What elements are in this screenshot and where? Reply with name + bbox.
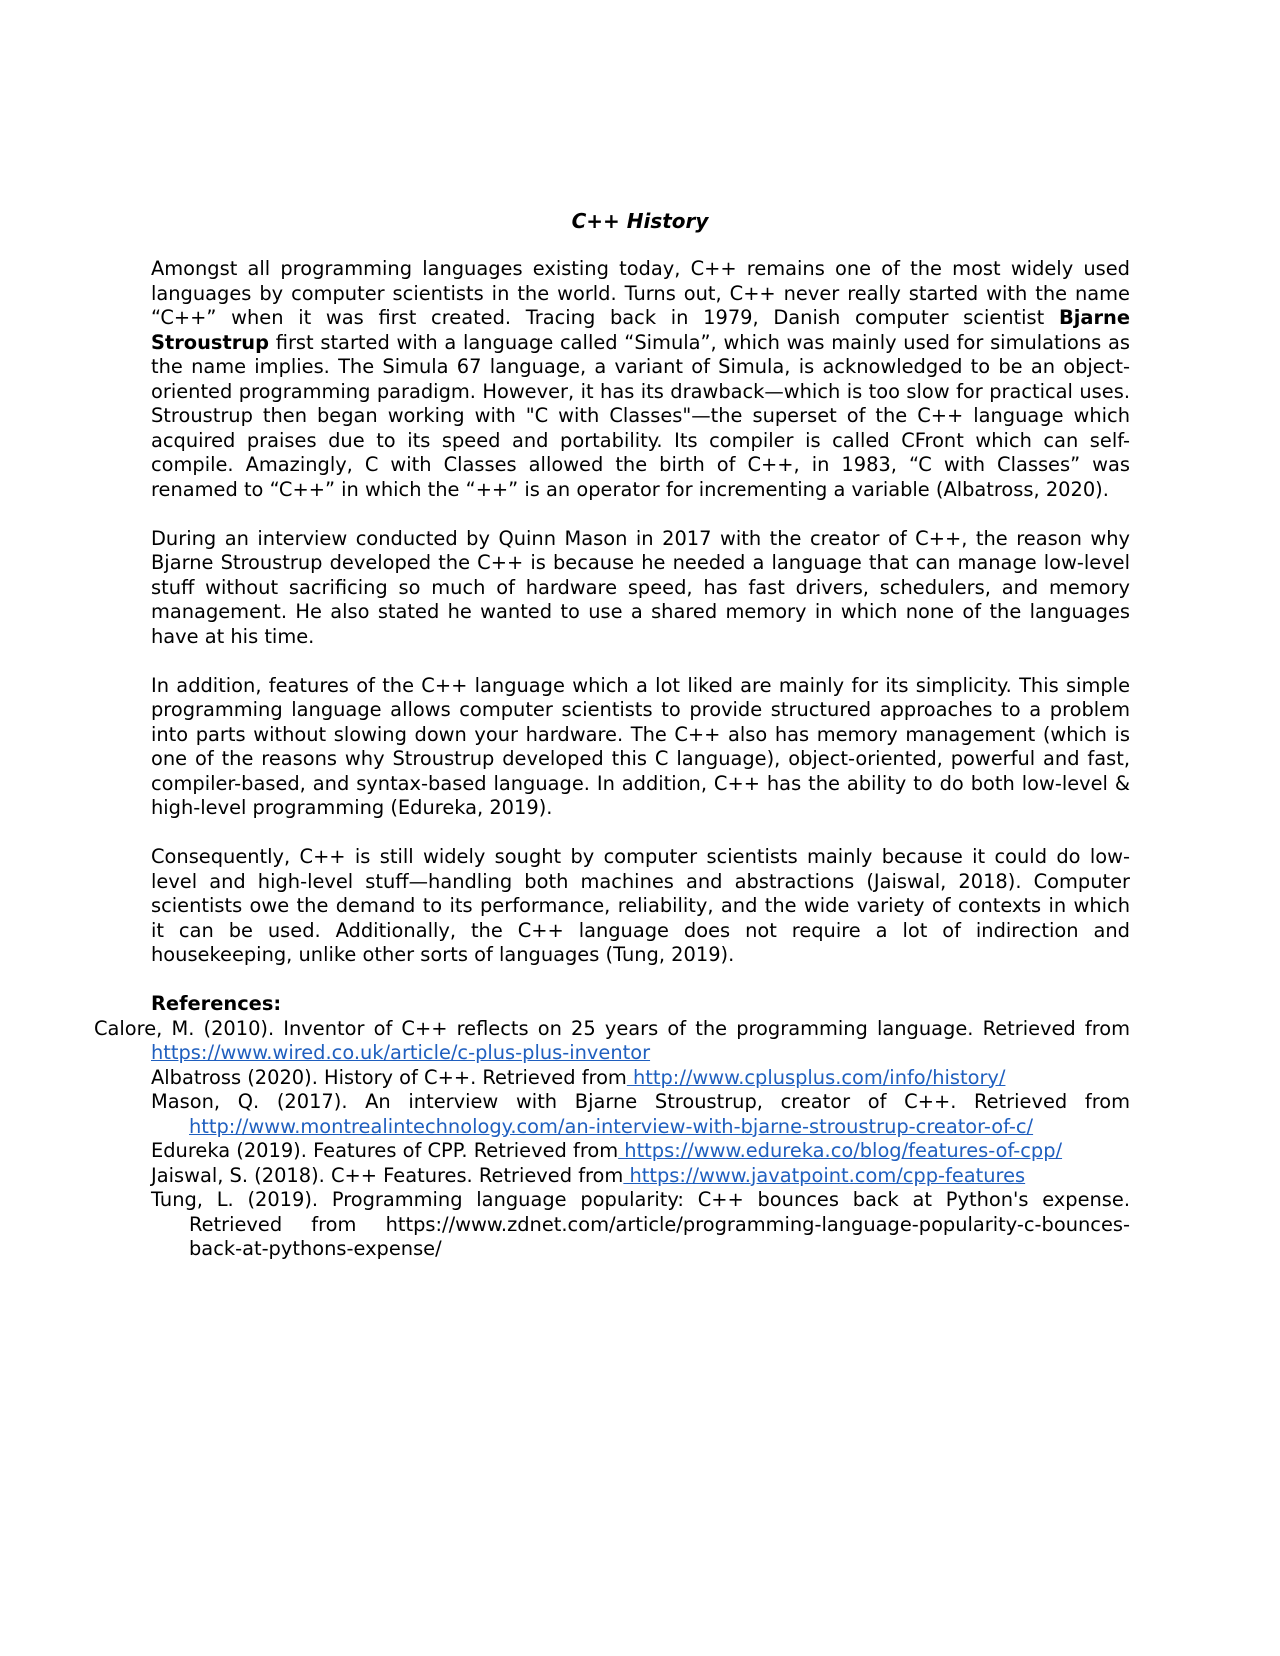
paragraph-4: Consequently, C++ is still widely sought by computer scientists mainly because it could do low-level and high-level stuff—handling both machines and abstractions (Jaiswal, 2018). Computer scientists owe the demand to its performance, reliability, and the wide variety of contexts in which it can be used. Additionally, the C++ language does not require a lot of indirection and housekeeping, unlike other sorts of languages (Tung, 2019). — [151, 845, 1130, 966]
reference-link[interactable]: https://www.edureka.co/blog/features-of-cpp/ — [618, 1139, 1063, 1162]
reference-link[interactable]: http://www.cplusplus.com/info/history/ — [626, 1065, 1006, 1089]
paragraph-1-text-a: Amongst all programming languages existing today, C++ remains one of the most widely used languages by computer scientists in the world. Turns out, C++ never really started with the name “C++” when it was first created. Tracing back in 1979, Danish computer scientist — [151, 257, 1130, 329]
paragraph-3: In addition, features of the C++ language which a lot liked are mainly for its simplicity. This simple programming language allows computer scientists to provide structured approaches to a problem into parts without slowing down your hardware. The C++ also has memory management (which is one of the reasons why Stroustrup developed this C language), object-oriented, powerful and fast, compiler-based, and syntax-based language. In addition, C++ has the ability to do both low-level & high-level programming (Edureka, 2019). — [151, 673, 1130, 819]
reference-item — [151, 1090, 1130, 1139]
reference-item — [151, 1188, 1130, 1262]
reference-link[interactable]: https://www.javatpoint.com/cpp-features — [623, 1163, 1026, 1187]
reference-text: Albatross (2020). History of C++. Retrieved from — [151, 1065, 627, 1089]
reference-text: Tung, L. (2019). Programming language popularity: C++ bounces back at Python's expense. Retrieved from https://www.zdnet.com/article/programming-language-popularity-c-bounces-back-at-pythons-expense/ — [151, 1188, 1130, 1260]
reference-text: Jaiswal, S. (2018). C++ Features. Retrieved from — [151, 1163, 624, 1187]
reference-link[interactable]: https://www.wired.co.uk/article/c-plus-plus-inventor — [151, 1041, 651, 1064]
reference-text: Edureka (2019). Features of CPP. Retrieved from — [151, 1139, 619, 1162]
reference-item — [151, 1139, 1130, 1164]
reference-text: Mason, Q. (2017). An interview with Bjarne Stroustrup, creator of C++. Retrieved from — [151, 1090, 1130, 1113]
reference-link[interactable]: http://www.montrealintechnology.com/an-interview-with-bjarne-stroustrup-creator-of-c/ — [189, 1114, 1034, 1138]
reference-text: Calore, M. (2010). Inventor of C++ reflects on 25 years of the programming language. Retrieved from — [94, 1016, 1130, 1040]
paragraph-1-bold-name: Bjarne Stroustrup — [151, 306, 1130, 354]
reference-item — [151, 1164, 1130, 1189]
page-title: C++ History — [571, 209, 709, 233]
paragraph-1-text-b: first started with a language called “Simula”, which was mainly used for simulations as the name implies. The Simula 67 language, a variant of Simula, is acknowledged to be an object-oriented programming paradigm. However, it has its drawback—which is too slow for practical uses. Stroustrup then began working with "C with Classes"—the superset of the C++ language which acquired praises due to its speed and portability. Its compiler is called CFront which can self-compile. Amazingly, C with Classes allowed the birth of C++, in 1983, “C with Classes” was renamed to “C++” in which the “++” is an operator for incrementing a variable (Albatross, 2020). — [151, 330, 1130, 501]
references-heading: References: — [151, 992, 282, 1015]
reference-item — [151, 1066, 1130, 1091]
paragraph-1 — [151, 257, 1130, 502]
document-body — [94, 257, 1130, 1262]
reference-item — [94, 1017, 1130, 1066]
paragraph-2: During an interview conducted by Quinn Mason in 2017 with the creator of C++, the reason why Bjarne Stroustrup developed the C++ is because he needed a language that can manage low-level stuff without sacrificing so much of hardware speed, has fast drivers, schedulers, and memory management. He also stated he wanted to use a shared memory in which none of the languages have at his time. — [151, 526, 1130, 648]
